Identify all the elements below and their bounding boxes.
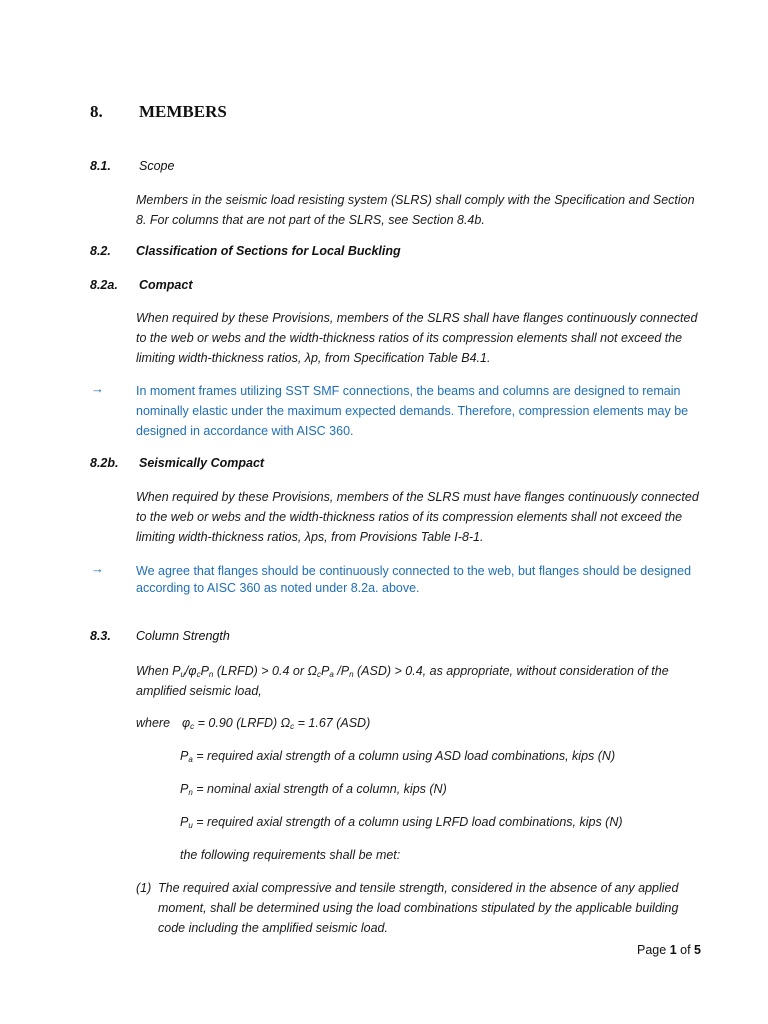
paragraph-line: limiting width-thickness ratios, λp, from Specification Table B4.1. (136, 351, 491, 365)
where-label: where (136, 716, 171, 730)
comment-line: We agree that flanges should be continuously connected to the web, but flanges should be designed (136, 564, 692, 578)
list-item-label: (1) (136, 881, 152, 895)
subsection-title: Scope (139, 159, 175, 173)
paragraph-line: When required by these Provisions, members of the SLRS shall have flanges continuously connected (136, 311, 698, 325)
section-number: 8. (90, 102, 103, 121)
arrow-right-icon: → (91, 561, 104, 576)
paragraph-line: to the web or webs and the width-thickness ratios of its compression elements shall not exceed the (136, 331, 683, 345)
paragraph-line: 8. For columns that are not part of the SLRS, see Section 8.4b. (136, 213, 485, 227)
section-title: MEMBERS (139, 102, 227, 121)
paragraph-line: Members in the seismic load resisting system (SLRS) shall comply with the Specification and Section (136, 193, 695, 207)
subsection-number: 8.2b. (90, 456, 119, 470)
comment-line: nominally elastic under the maximum expected demands. Therefore, compression elements may be (136, 404, 689, 418)
variable-definition: $P_u$ = required axial strength of a column using LRFD load combinations, kips (N) (180, 815, 623, 830)
paragraph-line: limiting width-thickness ratios, λps, from Provisions Table I-8-1. (136, 530, 484, 544)
comment-line: designed in accordance with AISC 360. (136, 424, 354, 438)
subsection-number: 8.3. (90, 629, 111, 643)
variable-definition: $P_a$ = required axial strength of a column using ASD load combinations, kips (N) (180, 749, 616, 764)
subsection-number: 8.1. (90, 159, 111, 173)
list-item-line: The required axial compressive and tensile strength, considered in the absence of any applied (158, 881, 679, 895)
subsection-number: 8.2a. (90, 278, 118, 292)
subsection-title: Seismically Compact (139, 456, 265, 470)
page-number: Page 1 of 5 (637, 943, 701, 957)
variable-definition: $P_n$ = nominal axial strength of a column, kips (N) (180, 782, 447, 797)
subsection-number: 8.2. (90, 244, 111, 258)
subsection-title: Compact (139, 278, 193, 292)
paragraph-line: amplified seismic load, (136, 684, 262, 698)
factor-definition: $\varphi_c = 0.90$ (LRFD) $\Omega_c = 1.67$ (ASD) (182, 716, 371, 731)
paragraph-line: the following requirements shall be met: (180, 848, 401, 862)
paragraph-line: When required by these Provisions, members of the SLRS must have flanges continuously connected (136, 490, 699, 504)
subsection-title: Column Strength (136, 629, 230, 643)
list-item-line: code including the amplified seismic load. (158, 921, 388, 935)
arrow-right-icon: → (91, 381, 104, 396)
comment-line: In moment frames utilizing SST SMF connections, the beams and columns are designed to remain (136, 384, 681, 398)
list-item-line: moment, shall be determined using the load combinations stipulated by the applicable building (158, 901, 679, 915)
formula-intro-line: When $P_u/\varphi_cP_n$ (LRFD) > 0.4 or $\Omega_cP_a$ $/P_n$ (ASD) > 0.4, as appropriate, without consideration of the (136, 664, 669, 679)
comment-line: according to AISC 360 as noted under 8.2a. above. (136, 581, 420, 595)
paragraph-line: to the web or webs and the width-thickness ratios of its compression elements shall not exceed the (136, 510, 683, 524)
subsection-title: Classification of Sections for Local Buckling (136, 244, 401, 258)
